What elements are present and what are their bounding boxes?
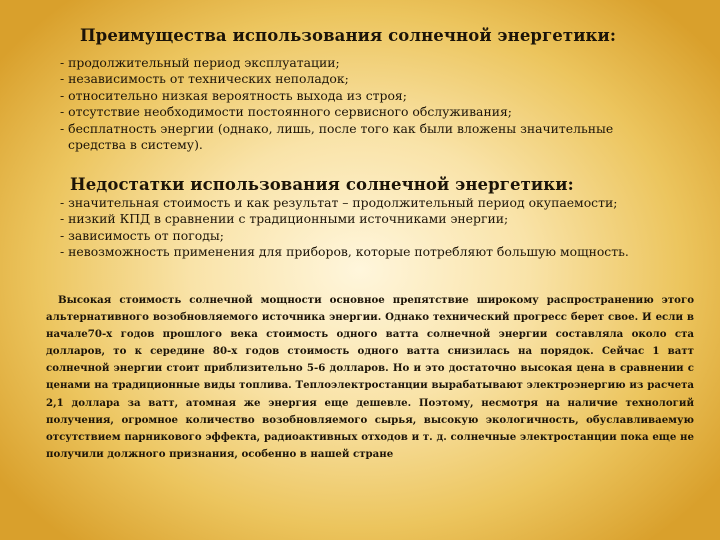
disadvantages-item: - низкий КПД в сравнении с традиционными источниками энергии; (60, 211, 509, 227)
advantages-item: - бесплатность энергии (однако, лишь, после того как были вложены значительные средства в систему). (60, 120, 614, 153)
disadvantages-heading: Недостатки использования солнечной энергетики: (70, 175, 574, 194)
advantages-item: - продолжительный период эксплуатации; (60, 55, 340, 70)
advantages-item: - относительно низкая вероятность выхода из строя; (60, 87, 407, 103)
disadvantages-item: - значительная стоимость и как результат – продолжительный период окупаемости; (60, 195, 618, 210)
cost-paragraph: Высокая стоимость солнечной мощности основное препятствие широкому распространению этого альтернативного возобновляемого источника энергии. Однако технический прогресс берет свое. И если в начале70-х годов прошлого века стоимость одного ватта солнечной энергии составляла около ста долларов, то к середине 80-х годов стоимость одного ватта снизилась на порядок. Сейчас 1 ватт солнечной энергии стоит приблизительно 5-6 долларов. Но и это достаточно высокая цена в сравнении с ценами на традиционные виды топлива. Теплоэлектростанции вырабатывают электроэнергию из расчета 2,1 доллара за ватт, атомная же энергия еще дешевле. Поэтому, несмотря на наличие технологий получения, огромное количество возобновляемого сырья, высокую экологичность, обуславливаемую отсутствием парникового эффекта, радиоактивных отходов и т. д. солнечные электростанции пока еще не получили должного признания, особенно в нашей стране (46, 294, 694, 460)
disadvantages-item: - зависимость от погоды; (60, 227, 224, 243)
advantages-list (60, 55, 660, 153)
advantages-heading: Преимущества использования солнечной энергетики: (80, 26, 617, 45)
disadvantages-item: - невозможность применения для приборов, которые потребляют большую мощность. (60, 244, 629, 260)
disadvantages-list (60, 195, 670, 261)
advantages-item: - независимость от технических неполадок; (60, 71, 349, 87)
advantages-item: - отсутствие необходимости постоянного сервисного обслуживания; (60, 104, 512, 120)
